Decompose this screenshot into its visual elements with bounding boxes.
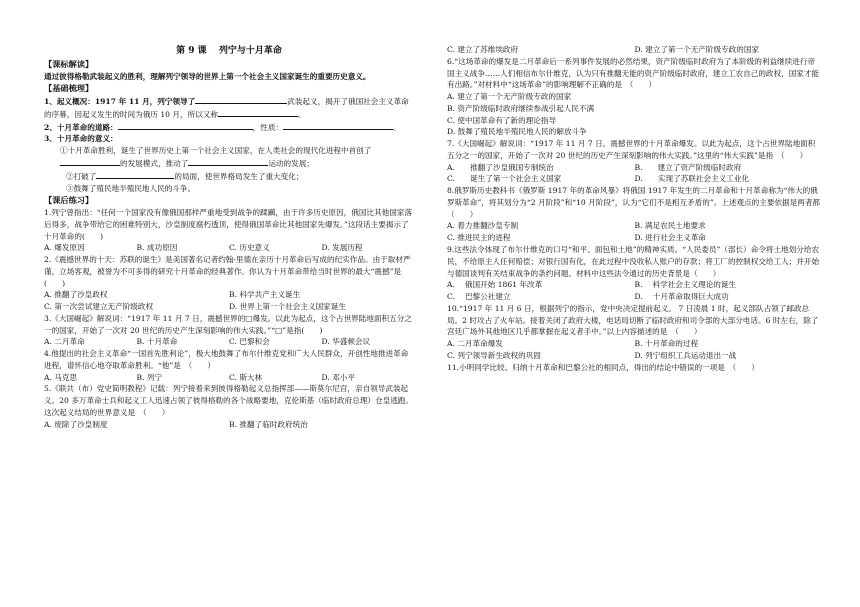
question-option[interactable]: A. 推翻了沙皇政权 (44, 290, 108, 300)
question-options (447, 44, 822, 56)
question-option[interactable]: B. 科学社会主义理论的诞生 (634, 280, 737, 290)
question-options (447, 173, 822, 185)
question-option[interactable]: A. 建立了第一个无产阶级专政的国家 (447, 92, 572, 102)
question-options (44, 336, 414, 348)
basics-q2: 2、十月革命的道路： ，性质： 。 (44, 122, 401, 132)
question-option[interactable]: C. 列宁领导新生政权的巩固 (447, 350, 541, 360)
question-option[interactable]: B. 推翻了临时政府统治 (229, 419, 308, 429)
question-options (447, 291, 822, 303)
question-option[interactable]: A. 俄国开始 1861 年改革 (447, 280, 543, 290)
question-options (447, 220, 822, 232)
question-option[interactable]: B. 科学共产主义诞生 (229, 290, 301, 300)
fill-blank[interactable] (188, 157, 268, 166)
question-options (447, 350, 822, 362)
question-options (447, 232, 822, 244)
question-option[interactable]: A. 推翻了沙皇俄国专制统治 (447, 162, 554, 172)
question-option[interactable]: B. 十月革命的过程 (634, 339, 699, 349)
question-option[interactable]: C. 使中国革命有了新的理论指导 (447, 115, 557, 125)
question-option[interactable]: B. 列宁 (136, 372, 163, 382)
question-option[interactable]: A. 二月革命 (44, 337, 85, 347)
question-option[interactable]: B. 满足农民土地要求 (634, 221, 706, 231)
option-c[interactable]: C. 建立了苏维埃政府 (447, 45, 519, 54)
question-options (447, 338, 822, 350)
fill-blank[interactable] (283, 121, 393, 130)
question-option[interactable]: D. 世界上第一个社会主义国家诞生 (229, 302, 346, 312)
question-option[interactable]: B. 十月革命 (136, 337, 178, 347)
fill-blank[interactable] (96, 170, 174, 179)
question-option[interactable]: D. 发展历程 (321, 243, 363, 253)
question-options (44, 289, 414, 301)
question-option[interactable]: C. 推进民主的进程 (447, 233, 511, 243)
question-text: 9.这些法令体现了布尔什维克的口号“和平、面包和土地”的精神实质。“人民委员”（部长）命令将土地划分给农民，不给原主人任何赔偿；对银行国有化，在此过程中没收私人账户的存款；将工厂的控制权交给工人；并开始与德国谈判有关结束战争的条约问题。材料中这些法令通过的历史背景是（ ） (447, 245, 820, 278)
question-option[interactable]: D. 实现了苏联社会主义工业化 (634, 174, 750, 184)
question-text: 6.“这场革命的爆发是二月革命后一系列事件发展的必然结果，资产阶级临时政府为了本阶级的利益继续进行帝国主义战争……人们相信布尔什维克，认为只有推翻无能的资产阶级临时政府，建立工农自己的政权，国家才能有出路。”对材料中“这场革命”的影响理解不正确的是 （ ） (447, 56, 820, 90)
section-heading-basics: 【基础梳理】 (44, 83, 94, 94)
question-options (447, 279, 822, 291)
question-option[interactable]: B. 建立了资产阶级临时政府 (634, 162, 742, 172)
fill-blank[interactable] (195, 95, 287, 104)
question-text: 11.小明同学比较、归纳十月革命和巴黎公社的相同点，得出的结论中错误的一项是 （ ） (447, 362, 760, 372)
fill-blank[interactable] (118, 121, 253, 130)
exercise-list-left (44, 207, 414, 431)
question-option[interactable]: A. 着力推翻沙皇专制 (447, 221, 519, 231)
question-options (44, 419, 414, 431)
question-option[interactable]: C. 诞生了第一个社会主义国家 (447, 174, 562, 184)
question-text: 2.《震撼世界的十天：苏联的诞生》是美国著名记者约翰·里德在亲历十月革命后写成的纪实作品。由于取材严谨，立场客观，被誉为不可多得的研究十月革命的经典著作。你认为十月革命带给当时世界的最大“震撼”是( ) (44, 255, 411, 288)
question-options (447, 162, 822, 174)
page-title: 第 9 课 列宁与十月革命 (176, 46, 282, 56)
question-text: 5.《联共（布）党史简明教程》记载：列宁接着来到彼得格勒起义总指挥部——斯莫尔尼宫，亲自领导武装起义。20 多万革命士兵和起义工人迅速占领了彼得格勒的各个战略要地，克伦斯基（临时政府总理）仓皇逃跑。 这次起义结局的世界意义是 （ ） (44, 384, 413, 418)
question-option[interactable]: A. 爆发原因 (44, 243, 85, 253)
question-options (44, 301, 414, 313)
question-option[interactable]: A. 二月革命爆发 (447, 339, 503, 349)
significance-1: ①十月革命胜利，诞生了世界历史上第一个社会主义国家，在人类社会的现代化进程中首创了的发展模式，推动了 运动的发展； (60, 146, 372, 168)
question-option[interactable]: D. 进行社会主义革命 (634, 233, 706, 243)
question-option[interactable]: D. 十月革命取得巨大成功 (634, 292, 729, 302)
question-option[interactable]: D. 鼓舞了殖民地半殖民地人民的解放斗争 (447, 127, 587, 137)
question-option[interactable]: D. 列宁组织工兵运动退出一战 (634, 350, 737, 360)
question-text: 1.列宁曾指出：“任何一个国家没有像俄国那样严重地受到战争的蹂躏，由于许多历史原因，俄国比其他国家落后得多，战争带给它的困难特别大，沙皇制度腐朽透顶，使得俄国革命比其他国家先爆发。”这段话主要揭示了十月革命的( ) (44, 208, 413, 241)
section-heading-exercises: 【课后练习】 (44, 195, 94, 206)
right-column (447, 44, 828, 373)
exercise-list-right (447, 56, 828, 374)
question-option[interactable]: D. 邓小平 (321, 372, 355, 382)
question-option[interactable]: C. 斯大林 (229, 372, 263, 382)
basics-q3: 3、十月革命的意义： (44, 134, 118, 144)
question-option[interactable]: C. 巴黎和会 (229, 337, 270, 347)
option-d[interactable]: D. 建立了第一个无产阶级专政的国家 (634, 45, 760, 54)
question-option[interactable]: D. 华盛顿会议 (321, 337, 371, 347)
basics-q1: 1、起义概况：1917 年 11 月，列宁领导了 武装起义，揭开了俄国社会主义革命的序幕，因起义发生的时间为俄历 10 月，所以又称 。 (44, 97, 409, 119)
question-text: 7.《大国崛起》解说词：“1917 年 11 月 7 日，震撼世界的十月革命爆发。以此为起点，这个占世界陆地面积五分之一的国家，开始了一次对 20 世纪的历史产生深刻影响的伟大实践。”这里的“伟大实践”是指 （ ） (447, 139, 816, 160)
question-text: 4.他提出的社会主义革命“一国首先胜利论”，极大地鼓舞了布尔什维克党和广大人民群众，开创性地推进革命进程，谱怀信心地夺取革命胜利。“他”是 （ ） (44, 349, 409, 370)
question-options (44, 372, 414, 384)
question-option[interactable]: C. 历史意义 (229, 243, 270, 253)
question-option[interactable]: A. 废除了沙皇制度 (44, 419, 108, 429)
question-option[interactable]: B. 成功原因 (136, 243, 178, 253)
fill-blank[interactable] (218, 108, 298, 117)
question-text: 3.《大国崛起》解说词：“1917 年 11 月 7 日，震撼世界的□爆发。以此为起点，这个占世界陆地面积五分之一的国家，开始了一次对 20 世纪的历史产生深刻影响的伟大实践。”“□”是指( ) (44, 313, 412, 335)
question-option[interactable]: C. 第一次尝试建立无产阶级政权 (44, 302, 154, 312)
significance-2: ②打破了 的局面，使世界格局发生了重大变化； (66, 171, 304, 181)
question-option[interactable]: B. 资产阶级临时政府继续参战引起人民不满 (447, 103, 595, 113)
question-options (44, 242, 414, 254)
fill-blank[interactable] (60, 157, 120, 166)
question-text: 10.“1917 年 11 月 6 日，根据列宁的指示，党中央决定提前起义。 7 日凌晨 1 时，起义部队占领了邮政总局。2 时攻占了火车站。接着关闭了政府大楼，电话局切断了临时政府和司令部的大部分电话。6 时左右，除了宫廷广场外其他地区几乎都掌握在起义者手中。”以上内容描述的是 （ ） (447, 303, 819, 337)
standard-text: 通过彼得格勒武装起义的胜利，理解列宁领导的世界上第一个社会主义国家诞生的重要历史意义。 (44, 71, 371, 81)
question-option[interactable]: C. 巴黎公社建立 (447, 292, 511, 302)
question-option[interactable]: A. 马克思 (44, 372, 78, 382)
question-text: 8.俄罗斯历史教科书《俄罗斯 1917 年的革命风暴》将俄国 1917 年发生的二月革命和十月革命称为“伟大的俄罗斯革命”，将其划分为“2 月阶段”和“10 月阶段”，认为“它们不是相互矛盾的”。上述观点的主要依据是两者都 （ ） (447, 186, 828, 219)
section-heading-standard: 【课标解读】 (44, 59, 94, 69)
significance-3: ③鼓舞了殖民地半殖民地人民的斗争。 (66, 183, 196, 193)
left-column (44, 58, 414, 431)
